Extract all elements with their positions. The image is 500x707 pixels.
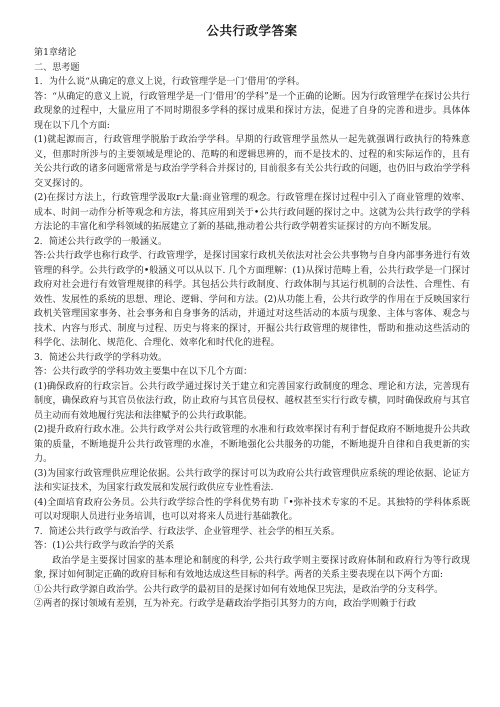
answer-7-point-1: ①公共行政学源自政治学。公共行政学的最初目的是探讨如何有效地保卫宪法，是政治学的分支科学。 — [34, 584, 444, 595]
section-heading: 二、思考题 — [34, 62, 80, 73]
answer-7-heading: 答：(1)公共行政学与政治学的关系 — [34, 541, 175, 551]
answer-2: 答:公共行政学也称行政学、行政管理学，是探讨国家行政机关依法对社会公共事物与自身内部事务进行有效管理的科学。公共行政学的•般涵义可以从以下. 几个方面理解：(1)从探讨范畴上看，公共行政学是一门探讨政府对社会进行有效管理规律的科学。其包括公共行政制度、行政体制与其运行机制的合法性、合理性、有效性、发展性的系统的思想、理论、逻辑、学问和方法。(2)从功能上看，公共行政学的作用在于反映国家行政机关管理国家事务、社会事务和自身事务的活动，并通过对这些活动的本质与现象、主体与客体、观念与技术、内容与形式、制度与过程、历史与将来的探讨，开掘公共行政管理的规律性，帮助和推动这些活动的科学化、法制化、规范化、合理化、效率化和时代化的进程。 — [34, 251, 470, 348]
chapter-heading: 第1章绪论 — [34, 48, 77, 58]
answer-3-point-2: (2)提升政府行政水准。公共行政学对公共行政管理的水准和行政效率探讨有利于督促政府不断地提升公共政策的质量，不断地提升公共行政管理的水准，不断地强化公共服务的功能，不断地提升自律和自我更新的实力。 — [34, 425, 470, 464]
answer-1-point-2: (2)在探讨方法上，行政管理学汲取r大量:商业管理的观念。行政管理在探讨过程中引入了商业管理的效率、成本、时间一动作分析等观念和方法，将其应用到关于•公共行政问题的探讨之中。这就为公共行政学的学科方法论的丰富化和学科领域的拓展建立了新的基础,推动着公共行政学朝着实证探讨的方向不断发展。 — [34, 193, 470, 232]
answer-7-point-2: ②两者的探讨领域有差别，互为补充。行政学是藉政治学指引其努力的方向，政治学则赖于行政 — [34, 599, 416, 609]
document-title: 公共行政学答案 — [206, 23, 298, 38]
answer-3-point-3: (3)为国家行政管理供应理论依据。公共行政学的探讨可以为政府公共行政管理供应系统的理论依据、论证方法和实证技术，为国家行政发展和发展行政供应专业性看法. — [34, 468, 470, 493]
question-2: 2．简述公共行政学的一般涵义。 — [34, 236, 168, 247]
answer-1-point-1: (1)就起源而言，行政管理学脱胎于政治学学科。早期的行政管理学虽然从一起先就强调行政执行的特殊意义，但那时所涉与的主要领域是理论的、范畴的和逻辑思辨的，而不是技术的、过程的和实际运作的，且有关公共行政的诸多问题常常是与政治学学科合并探讨的, 目前很多有关公共行政的问题，也仍旧与政治学学科交叉探讨的。 — [34, 135, 470, 189]
question-1: 1．为什么说“从确定的意义上说，行政管理学是一门‘借用’的学科。 — [34, 77, 305, 87]
answer-1-intro: 答：“从确定的意义上说，行政管理学是一门‘借用’的学科”是一个正确的论断。因为行政管理学在探讨公共行政现象的过程中，大量应用了不同时期很多学科的探讨成果和探讨方法，促进了自身的完善和进步。具体体现在以下几个方面: — [34, 91, 470, 131]
answer-3-point-1: (1)确保政府的行政宗旨。公共行政学通过探讨关于建立和完善国家行政制度的理念、理论和方法，完善现有制度，确保政府与其官员依法行政，防止政府与其官员侵权、越权甚至实行行政专横，同时确保政府与其官员主动而有效地履行宪法和法律赋予的公共行政职能。 — [34, 381, 470, 421]
answer-3-point-4: (4)全面培育政府公务员。公共行政学综合性的学科优势有助『•弥补技术专家的不足。其独特的学科体系既可以对现职人员进行业务培训，也可以对将来人员进行基础教化。 — [34, 497, 470, 522]
question-3: 3．简述公共行政学的学科功效。 — [34, 352, 168, 363]
answer-7-body: 政治学是主要探讨国家的基本理论和制度的科学, 公共行政学则主要探讨政府体制和政府行为等行政现象, 探讨如何制定正确的政府目标和有效地达成这些目标的科学。两者的关系主要表现在以下两个方面: — [34, 555, 470, 580]
answer-3-intro: 答：公共行政学的学科功效主要集中在以下几个方面： — [34, 367, 253, 377]
question-7: 7．简述公共行政学与政治学、行政法学、企业管理学、社会学的相互关系。 — [34, 526, 340, 537]
